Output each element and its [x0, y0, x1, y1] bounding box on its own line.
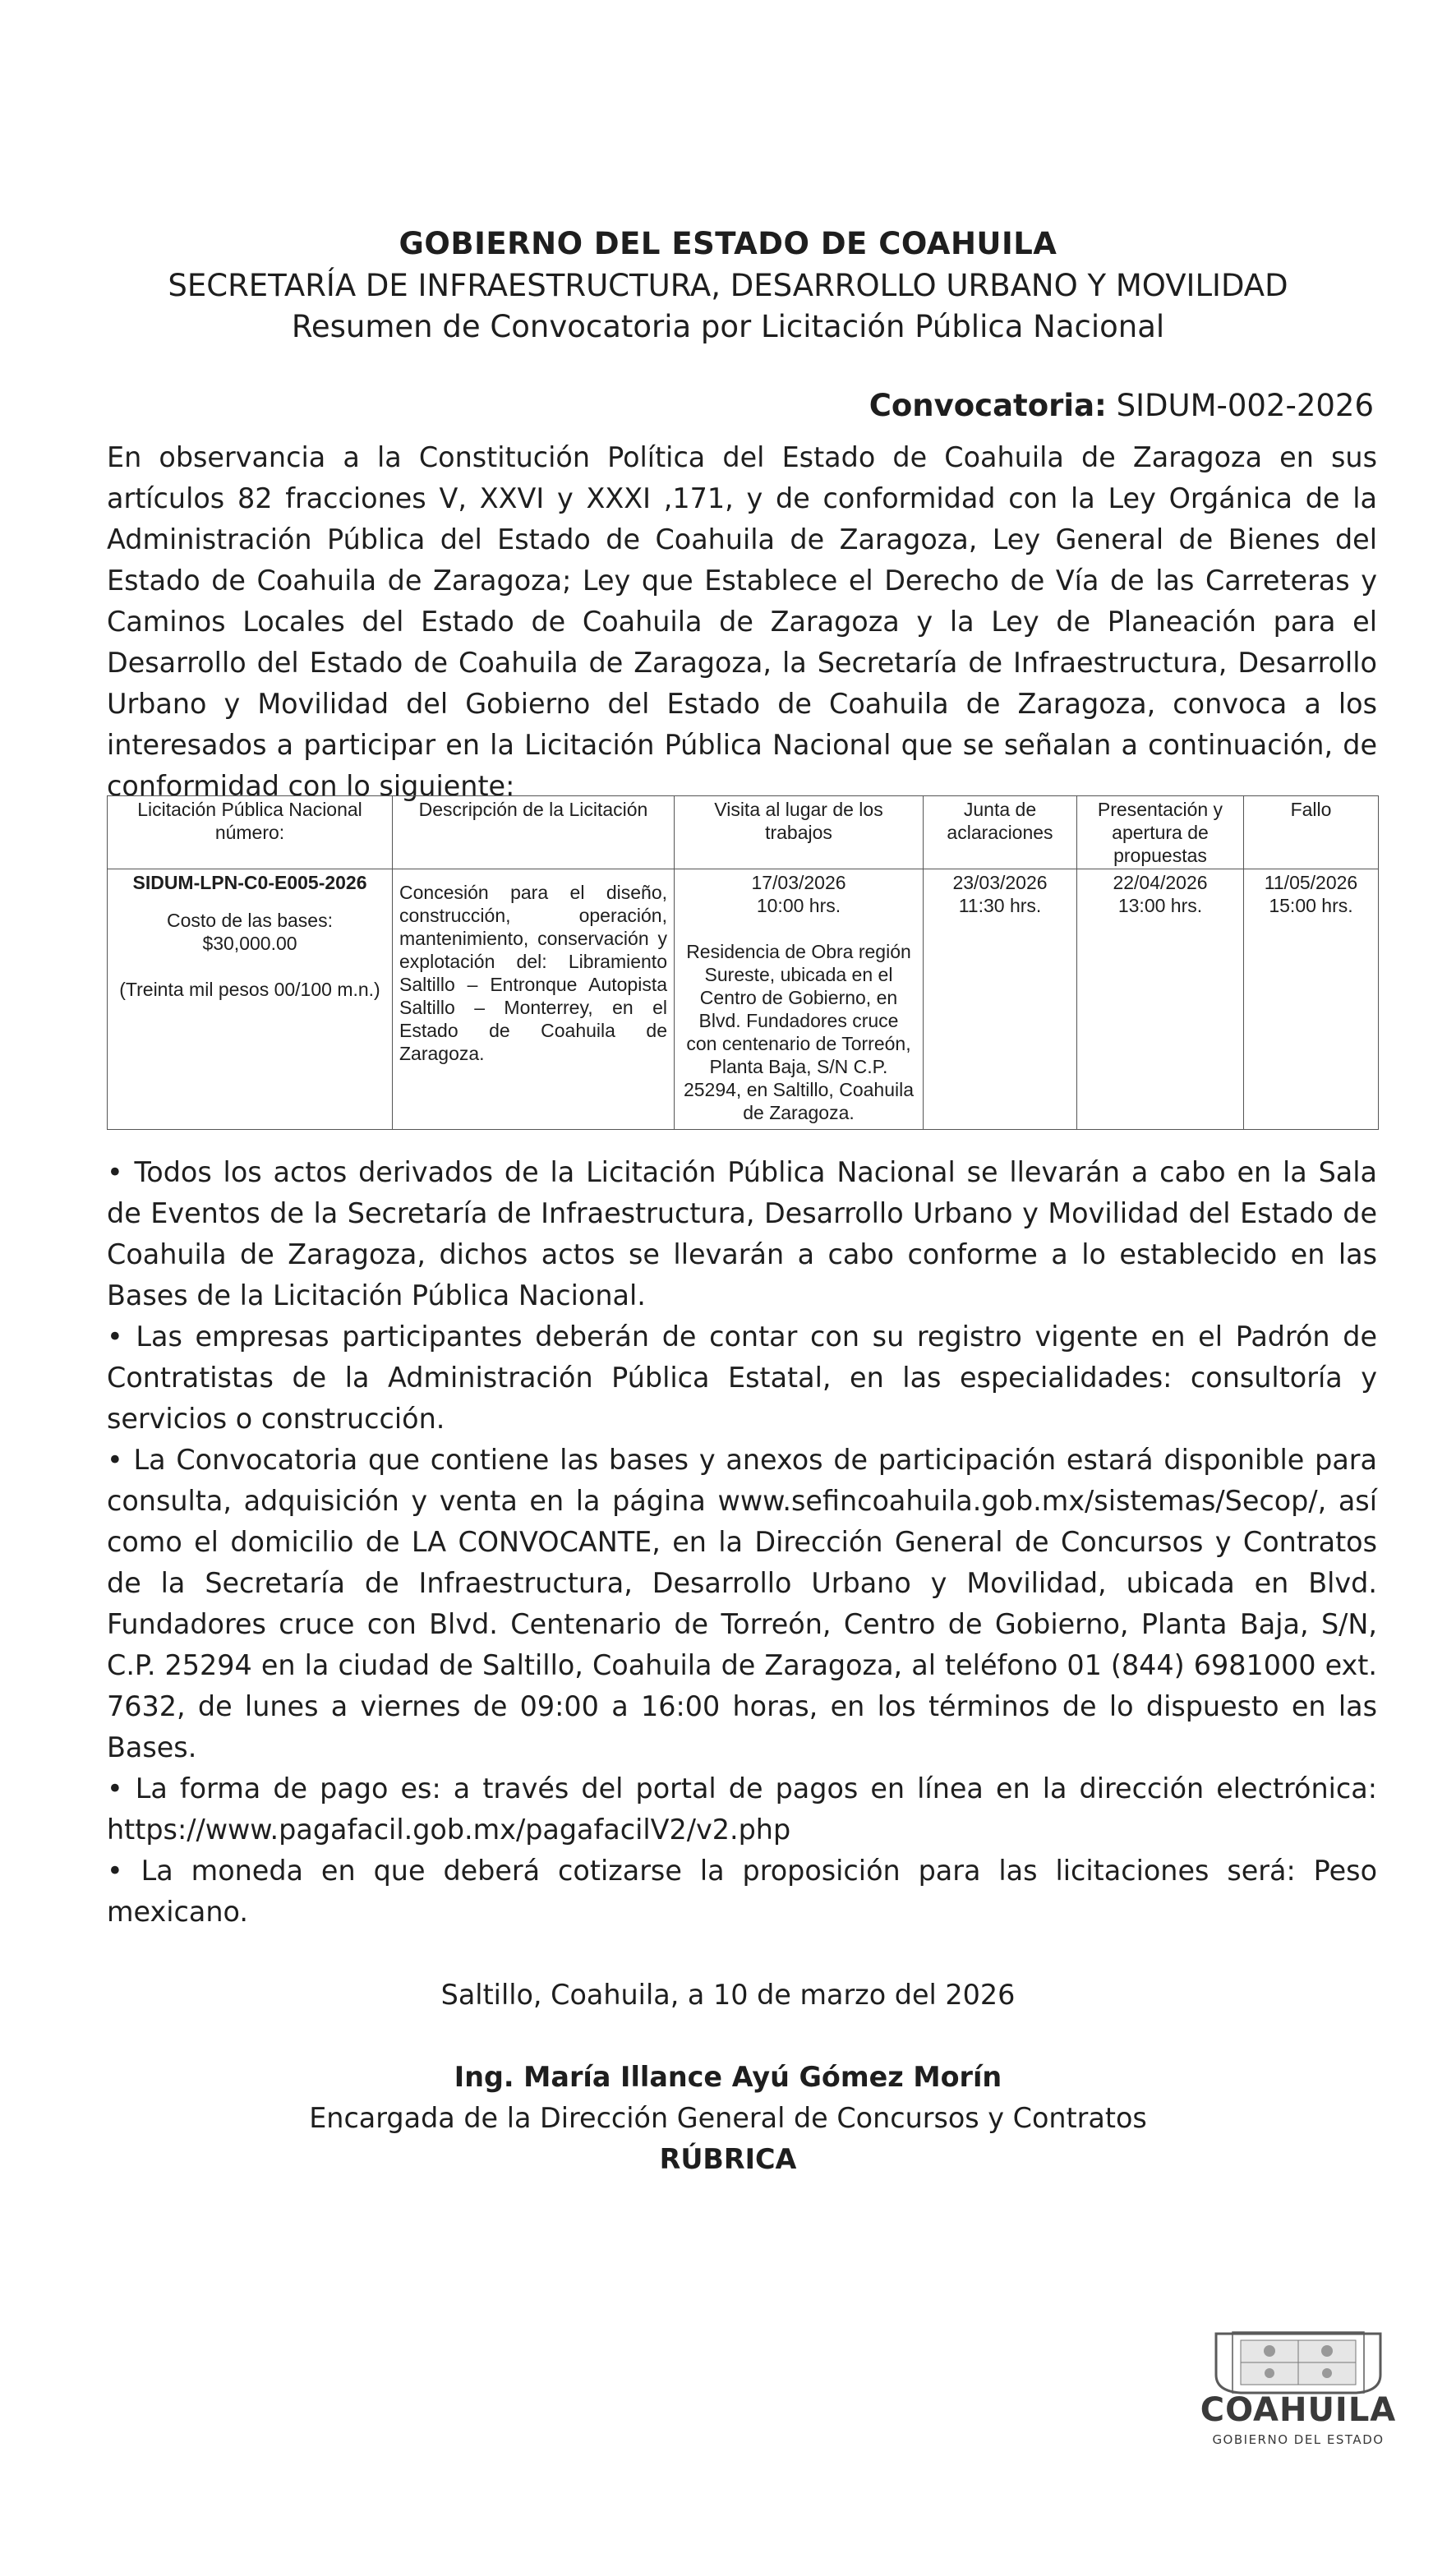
licitacion-table [107, 795, 1379, 1130]
signer-role: Encargada de la Dirección General de Concursos y Contratos [309, 2102, 1147, 2134]
convocatoria-number: SIDUM-002-2026 [1106, 388, 1374, 423]
col-header-descripcion: Descripción de la Licitación [393, 796, 675, 869]
col-header-numero: Licitación Pública Nacional número: [108, 796, 393, 869]
cell-numero [108, 869, 393, 1130]
cell-visita [675, 869, 924, 1130]
col-header-visita: Visita al lugar de los trabajos [675, 796, 924, 869]
costo-letra: (Treinta mil pesos 00/100 m.n.) [119, 979, 380, 1000]
costo-label: Costo de las bases: [166, 910, 333, 931]
bullet-padron: • Las empresas participantes deberán de contar con su registro vigente en el Padrón de Contratistas de la Administración Pública Estatal, en las especialidades: consultoría y servicios o construcción. [107, 1321, 1377, 1435]
header-government: GOBIERNO DEL ESTADO DE COAHUILA [399, 226, 1057, 261]
cell-apertura [1077, 869, 1244, 1130]
fallo-hora: 15:00 hrs. [1269, 895, 1353, 916]
convocatoria-line [869, 388, 1374, 423]
cell-junta [924, 869, 1077, 1130]
intro-paragraph: En observancia a la Constitución Política del Estado de Coahuila de Zaragoza en sus artículos 82 fracciones V, XXVI y XXXI ,171, y de conformidad con la Ley Orgánica de la Administración Pública del Estado de Coahuila de Zaragoza, Ley General de Bienes del Estado de Coahuila de Zaragoza; Ley que Establece el Derecho de Vía de las Carreteras y Caminos Locales del Estado de Coahuila de Zaragoza y la Ley de Planeación para el Desarrollo del Estado de Coahuila de Zaragoza, la Secretaría de Infraestructura, Desarrollo Urbano y Movilidad del Gobierno del Estado de Coahuila de Zaragoza, convoca a los interesados a participar en la Licitación Pública Nacional que se señalan a continuación, de conformidad con lo siguiente: [107, 441, 1377, 802]
place-date: Saltillo, Coahuila, a 10 de marzo del 2026 [440, 1979, 1016, 2011]
col-header-junta: Junta de aclaraciones [924, 796, 1077, 869]
fallo-fecha: 11/05/2026 [1264, 872, 1358, 893]
visita-hora: 10:00 hrs. [756, 895, 841, 916]
cell-fallo [1244, 869, 1379, 1130]
signer-name: Ing. María Illance Ayú Gómez Morín [454, 2061, 1002, 2093]
junta-hora: 11:30 hrs. [958, 895, 1042, 916]
cell-descripcion: Concesión para el diseño, construcción, operación, mantenimiento, conservación y explotación del: Libramiento Saltillo – Entronque Autopista Saltillo – Monterrey, en el Estado de Coahuila de Zaragoza. [393, 869, 675, 1130]
header-secretaria: SECRETARÍA DE INFRAESTRUCTURA, DESARROLLO URBANO Y MOVILIDAD [168, 268, 1288, 303]
apertura-hora: 13:00 hrs. [1117, 895, 1203, 916]
logo-wordmark: COAHUILA [1200, 2391, 1397, 2429]
rubrica: RÚBRICA [659, 2143, 797, 2175]
header-resumen: Resumen de Convocatoria por Licitación Pública Nacional [291, 309, 1165, 344]
table-row [108, 869, 1379, 1130]
logo-subtitle: GOBIERNO DEL ESTADO [1212, 2432, 1385, 2447]
table-header-row [108, 796, 1379, 869]
visita-lugar: Residencia de Obra región Sureste, ubicada en el Centro de Gobierno, en Blvd. Fundadores cruce con centenario de Torreón, Planta Baja, S/N C.P. 25294, en Saltillo, Coahuila de Zaragoza. [683, 941, 915, 1123]
bullet-sala-eventos: • Todos los actos derivados de la Licitación Pública Nacional se llevarán a cabo en la Sala de Eventos de la Secretaría de Infraestructura, Desarrollo Urbano y Movilidad del Estado de Coahuila de Zaragoza, dichos actos se llevarán a cabo conforme a lo establecido en las Bases de la Licitación Pública Nacional. [107, 1156, 1377, 1311]
costo-value: $30,000.00 [202, 933, 297, 954]
bullet-forma-pago: • La forma de pago es: a través del portal de pagos en línea en la dirección electrónica: https://www.pagafacil.gob.mx/pagafacilV2/v2.php [107, 1772, 1377, 1846]
bullet-moneda: • La moneda en que deberá cotizarse la proposición para las licitaciones será: Peso mexicano. [107, 1855, 1377, 1928]
licitacion-number: SIDUM-LPN-C0-E005-2026 [132, 872, 367, 893]
bullet-bases: • La Convocatoria que contiene las bases y anexos de participación estará disponible para consulta, adquisición y venta en la página www.sefincoahuila.gob.mx/sistemas/Secop/, así como el domicilio de LA CONVOCANTE, en la Dirección General de Concursos y Contratos de la Secretaría de Infraestructura, Desarrollo Urbano y Movilidad, ubicada en Blvd. Fundadores cruce con Blvd. Centenario de Torreón, Centro de Gobierno, Planta Baja, S/N, C.P. 25294 en la ciudad de Saltillo, Coahuila de Zaragoza, al teléfono 01 (844) 6981000 ext. 7632, de lunes a viernes de 09:00 a 16:00 horas, en los términos de lo dispuesto en las Bases. [107, 1444, 1377, 1763]
apertura-fecha: 22/04/2026 [1113, 872, 1208, 893]
convocatoria-label: Convocatoria: [869, 388, 1107, 423]
bullet-list [107, 1152, 1377, 1933]
visita-fecha: 17/03/2026 [751, 872, 846, 893]
col-header-fallo: Fallo [1244, 796, 1379, 869]
junta-fecha: 23/03/2026 [952, 872, 1048, 893]
col-header-apertura: Presentación y apertura de propuestas [1077, 796, 1244, 869]
